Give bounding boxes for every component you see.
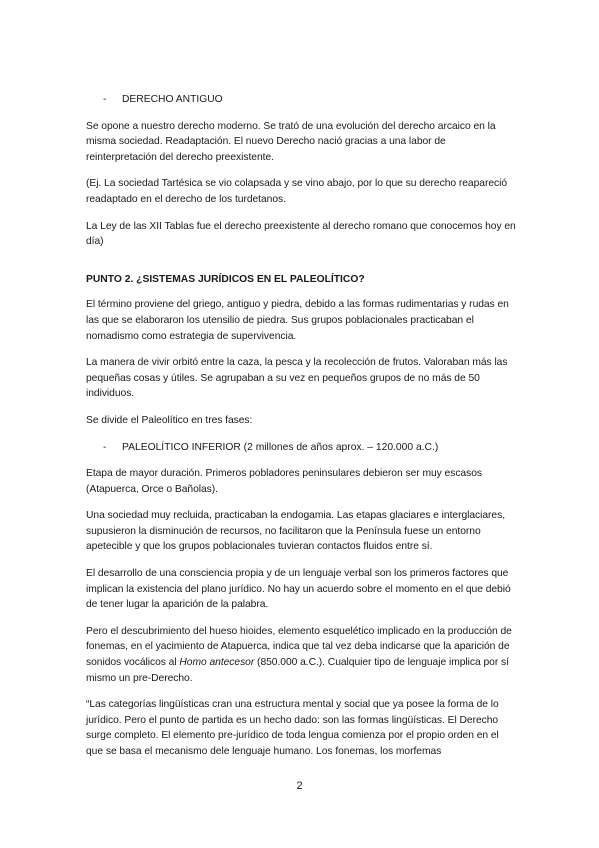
paragraph: El término proviene del griego, antiguo y piedra, debido a las formas rudimentarias y rudas en las que se elaboraron los utensilio de piedra. Sus grupos poblacionales practicaban el nomadismo como estrategia de supervivencia. [86,299,509,342]
paragraph: Una sociedad muy recluida, practicaban la endogamia. Las etapas glaciares e interglaciares, supusieron la disminución de recursos, no facilitaron que la Península fuese un entorno apetecible y que los grupos poblacionales tuvieran contactos fluidos entre sí. [86,510,506,553]
text-span: (850.000 a.C.). Cualquier tipo de lenguaje implica por sí mismo un pre-Derecho. [86,657,509,684]
paragraph [86,624,516,686]
paragraph: El desarrollo de una consciencia propia y de un lenguaje verbal son los primeros factores que implican la existencia del plano jurídico. No hay un acuerdo sobre el momento en el que debió de tener lugar la aparición de la palabra. [86,568,511,611]
paragraph: La manera de vivir orbitó entre la caza, la pesca y la recolección de frutos. Valoraban más las pequeñas cosas y útiles. Se agrupaban a su vez en pequeños grupos de no más de 50 individuos. [86,357,508,400]
bullet-item [86,440,516,456]
paragraph: Se divide el Paleolítico en tres fases: [86,414,253,426]
bullet-dash: - [103,94,107,105]
page-number: 2 [296,780,303,792]
paragraph: Etapa de mayor duración. Primeros pobladores peninsulares debieron ser muy escasos (Atapuerca, Orce o Bañolas). [86,468,482,495]
bullet-item [86,92,516,108]
text-span: Pero el descubrimiento del hueso hioides, elemento esquelético implicado en la producción de fonemas, en el yacimiento de Atapuerca, indica que tal vez deba indicarse que la aparición de sonidos vocálicos al [86,625,512,669]
quote-paragraph: “Las categorías lingüísticas cran una estructura mental y social que ya posee la forma de lo jurídico. Pero el punto de partida es un hecho dado: son las formas lingüísticas. El Derecho surge completo. El elemento pre-jurídico de toda lengua comienza por el propio orden en el que se basa el mecanismo dele lenguaje humano. Los fonemas, los morfemas [86,699,499,757]
paragraph: Se opone a nuestro derecho moderno. Se trató de una evolución del derecho arcaico en la misma sociedad. Readaptación. El nuevo Derecho nació gracias a una labor de reinterpretación del derecho preexistente. [86,120,496,163]
bullet-dash: - [103,441,107,453]
section-heading: PUNTO 2. ¿SISTEMAS JURÍDICOS EN EL PALEOLÍTICO? [86,273,365,285]
bullet-text: DERECHO ANTIGUO [122,94,223,105]
bullet-text: PALEOLÍTICO INFERIOR (2 millones de años aprox. – 120.000 a.C.) [122,441,439,453]
page-content [86,92,516,771]
paragraph: La Ley de las XII Tablas fue el derecho preexistente al derecho romano que conocemos hoy en día) [86,220,516,248]
italic-term: Homo antecesor [179,657,255,669]
paragraph: (Ej. La sociedad Tartésica se vio colapsada y se vino abajo, por lo que su derecho reapareció readaptado en el derecho de los turdetanos. [86,178,508,205]
